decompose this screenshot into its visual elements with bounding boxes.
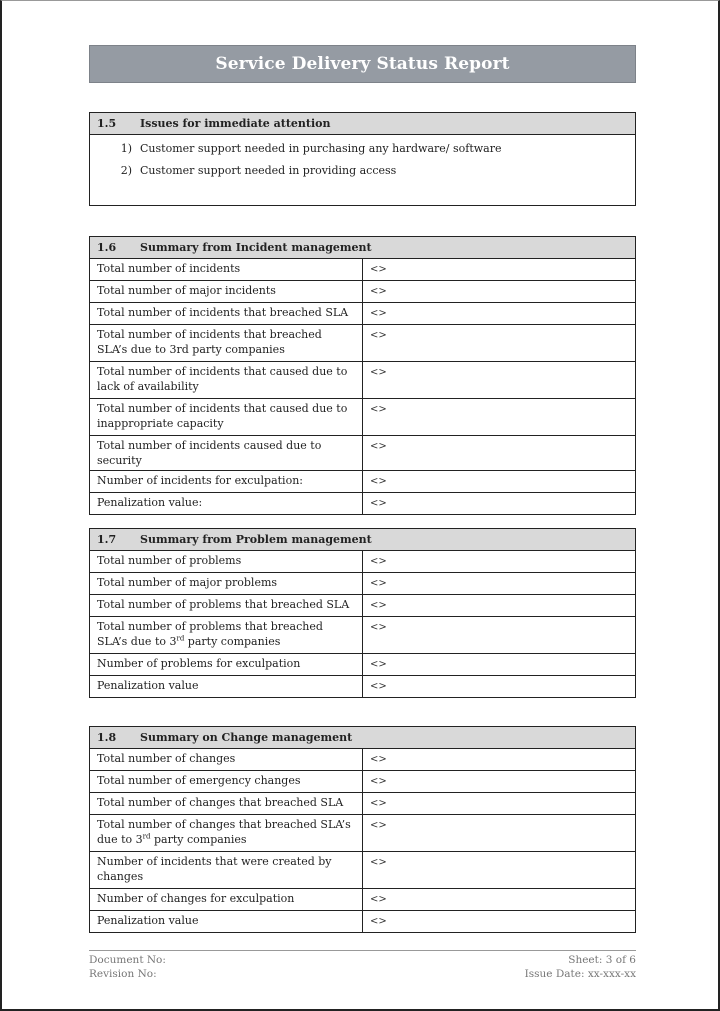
section-number: 1.8 <box>97 731 117 744</box>
section-header-change <box>90 727 636 749</box>
table-row <box>90 749 636 771</box>
table-row <box>90 676 636 698</box>
table-row <box>90 436 636 471</box>
ordinal-suffix: rd <box>176 634 185 643</box>
table-row <box>90 471 636 493</box>
section-title: Summary from Problem management <box>140 533 372 546</box>
row-label: Total number of problems that breached SLA <box>90 595 363 617</box>
row-value[interactable]: <> <box>363 852 636 889</box>
sheet-number: Sheet: 3 of 6 <box>568 954 636 966</box>
row-label: Penalization value: <box>90 493 363 515</box>
table-row <box>90 399 636 436</box>
row-value[interactable]: <> <box>363 281 636 303</box>
section-header-incident <box>90 237 636 259</box>
table-row <box>90 493 636 515</box>
row-label: Total number of major incidents <box>90 281 363 303</box>
row-value[interactable]: <> <box>363 436 636 471</box>
table-row <box>90 259 636 281</box>
table-row <box>90 551 636 573</box>
revision-number: Revision No: <box>89 968 157 980</box>
row-value[interactable]: <> <box>363 595 636 617</box>
row-value[interactable]: <> <box>363 889 636 911</box>
row-label: Total number of incidents that caused due to lack of availability <box>90 362 363 399</box>
row-label: Penalization value <box>90 676 363 698</box>
row-value[interactable]: <> <box>363 676 636 698</box>
section-title: Summary from Incident management <box>140 241 372 254</box>
row-label: Total number of emergency changes <box>90 771 363 793</box>
table-row <box>90 362 636 399</box>
row-label-part: party companies <box>184 635 281 648</box>
table-row <box>90 325 636 362</box>
row-value[interactable]: <> <box>363 793 636 815</box>
section-header-issues <box>90 113 636 135</box>
table-row <box>90 573 636 595</box>
row-label-part: Total number of problems that breached SLA’s due to 3 <box>97 620 323 648</box>
issue-item <box>90 163 635 178</box>
section-title: Issues for immediate attention <box>140 117 331 130</box>
row-label-part: Total number of changes that breached SLA’s due to 3 <box>97 818 351 846</box>
table-row <box>90 793 636 815</box>
table-row <box>90 654 636 676</box>
row-label: Total number of incidents that breached SLA <box>90 303 363 325</box>
issue-number: 1) <box>120 142 132 155</box>
table-row <box>90 911 636 933</box>
row-value[interactable]: <> <box>363 259 636 281</box>
row-value[interactable]: <> <box>363 573 636 595</box>
table-row <box>90 889 636 911</box>
row-label: Total number of incidents that breached SLA’s due to 3rd party companies <box>90 325 363 362</box>
issue-number: 2) <box>120 164 132 177</box>
row-value[interactable]: <> <box>363 303 636 325</box>
row-label-part: party companies <box>150 833 247 846</box>
issue-item <box>90 141 635 156</box>
issues-table <box>89 112 636 206</box>
section-title: Summary on Change management <box>140 731 353 744</box>
row-value[interactable]: <> <box>363 362 636 399</box>
table-row <box>90 303 636 325</box>
row-label: Number of incidents for exculpation: <box>90 471 363 493</box>
row-value[interactable]: <> <box>363 551 636 573</box>
row-label <box>90 815 363 852</box>
row-value[interactable]: <> <box>363 771 636 793</box>
table-row <box>90 617 636 654</box>
report-title: Service Delivery Status Report <box>215 54 510 74</box>
row-value[interactable]: <> <box>363 493 636 515</box>
row-label: Number of incidents that were created by changes <box>90 852 363 889</box>
table-row <box>90 595 636 617</box>
row-value[interactable]: <> <box>363 911 636 933</box>
report-title-bar <box>89 45 636 83</box>
row-value[interactable]: <> <box>363 471 636 493</box>
document-number: Document No: <box>89 954 166 966</box>
table-row <box>90 281 636 303</box>
row-label: Total number of changes <box>90 749 363 771</box>
section-header-problem <box>90 529 636 551</box>
row-label: Number of problems for exculpation <box>90 654 363 676</box>
table-row <box>90 771 636 793</box>
row-label: Penalization value <box>90 911 363 933</box>
issue-text: Customer support needed in providing access <box>140 164 397 177</box>
row-label: Total number of incidents that caused due to inappropriate capacity <box>90 399 363 436</box>
section-number: 1.5 <box>97 117 117 130</box>
row-label: Total number of problems <box>90 551 363 573</box>
issue-text: Customer support needed in purchasing any hardware/ software <box>140 142 502 155</box>
ordinal-suffix: rd <box>142 832 151 841</box>
incident-summary-table <box>89 236 636 515</box>
row-value[interactable]: <> <box>363 815 636 852</box>
row-value[interactable]: <> <box>363 749 636 771</box>
row-value[interactable]: <> <box>363 325 636 362</box>
table-row <box>90 852 636 889</box>
row-label: Total number of incidents <box>90 259 363 281</box>
row-value[interactable]: <> <box>363 399 636 436</box>
table-row <box>90 815 636 852</box>
section-number: 1.7 <box>97 533 117 546</box>
row-value[interactable]: <> <box>363 654 636 676</box>
row-value[interactable]: <> <box>363 617 636 654</box>
row-label: Total number of incidents caused due to security <box>90 436 363 471</box>
row-label: Total number of major problems <box>90 573 363 595</box>
row-label: Total number of changes that breached SLA <box>90 793 363 815</box>
issue-date: Issue Date: xx-xxx-xx <box>524 968 636 980</box>
page-footer <box>89 950 636 981</box>
row-label <box>90 617 363 654</box>
row-label: Number of changes for exculpation <box>90 889 363 911</box>
section-number: 1.6 <box>97 241 117 254</box>
issues-list <box>90 135 636 206</box>
change-summary-table <box>89 726 636 933</box>
problem-summary-table <box>89 528 636 698</box>
